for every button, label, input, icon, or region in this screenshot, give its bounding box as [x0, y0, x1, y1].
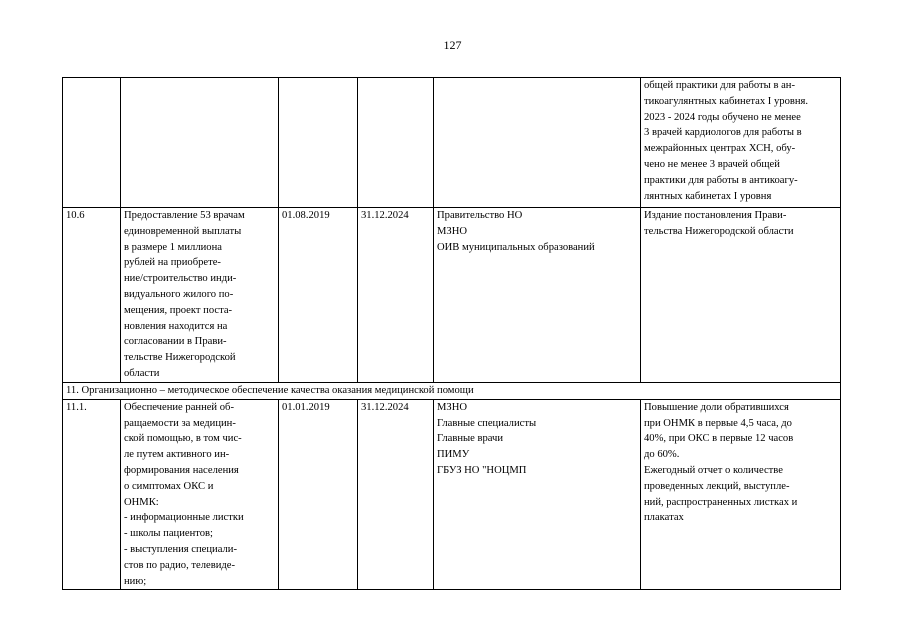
cell-num: 11.1.	[63, 399, 121, 590]
result-line: 40%, при ОКС в первые 12 часов	[644, 433, 794, 445]
description-line: мещения, проект поста-	[124, 304, 233, 316]
description-line: видуального жилого по-	[124, 288, 234, 300]
description-line: - информационные листки	[124, 512, 244, 524]
cell-start	[279, 78, 358, 208]
cell-responsible	[434, 78, 641, 208]
cell-description	[121, 208, 279, 383]
description-line: в размере 1 миллиона	[124, 241, 222, 253]
cell-responsible	[434, 399, 641, 590]
description-line: тельстве Нижегородской	[124, 352, 236, 364]
cell-start: 01.08.2019	[279, 208, 358, 383]
section-title: 11. Организационно – методическое обеспечение качества оказания медицинской помощи	[63, 382, 841, 399]
result-line: 2023 - 2024 годы обучено не менее	[644, 111, 801, 123]
description-line: о симптомах ОКС и	[124, 480, 214, 492]
responsible-line: ОИВ муниципальных образований	[437, 241, 595, 253]
responsible-line: Правительство НО	[437, 210, 523, 221]
description-line: новления находится на	[124, 320, 228, 332]
cell-result	[641, 208, 841, 383]
result-line: лянтных кабинетах I уровня	[644, 190, 772, 202]
result-line: Ежегодный отчет о количестве	[644, 464, 783, 476]
description-line: нию;	[124, 575, 147, 587]
cell-start: 01.01.2019	[279, 399, 358, 590]
description-line: области	[124, 367, 160, 379]
description-line: рублей на приобрете-	[124, 257, 221, 269]
cell-end: 31.12.2024	[358, 399, 434, 590]
description-line: Предоставление 53 врачам	[124, 210, 245, 221]
description-line: - школы пациентов;	[124, 528, 213, 540]
cell-description	[121, 78, 279, 208]
cell-result	[641, 399, 841, 590]
table-row-continuation	[63, 78, 841, 208]
cell-responsible	[434, 208, 641, 383]
description-line: ращаемости за медицин-	[124, 417, 236, 429]
description-line: ние/строительство инди-	[124, 273, 237, 285]
description-line: ле путем активного ин-	[124, 449, 230, 461]
responsible-line: ГБУЗ НО "НОЦМП	[437, 464, 527, 476]
result-line: тикоагулянтных кабинетах I уровня.	[644, 95, 809, 107]
result-line: практики для работы в антикоагу-	[644, 174, 798, 186]
description-line: ОНМК:	[124, 496, 159, 508]
result-line: плакатах	[644, 512, 684, 524]
responsible-line: ПИМУ	[437, 449, 470, 461]
cell-end	[358, 78, 434, 208]
result-line: проведенных лекций, выступле-	[644, 480, 790, 492]
description-line: согласовании в Прави-	[124, 336, 227, 348]
result-line: чено не менее 3 врачей общей	[644, 158, 780, 170]
cell-end: 31.12.2024	[358, 208, 434, 383]
description-line: - выступления специали-	[124, 543, 237, 555]
result-line: ний, распространенных листках и	[644, 496, 798, 508]
responsible-line: МЗНО	[437, 225, 468, 237]
cell-num: 10.6	[63, 208, 121, 383]
action-plan-table	[62, 77, 841, 590]
table-row-section	[63, 382, 841, 399]
result-line: Издание постановления Прави-	[644, 210, 787, 221]
description-line: ской помощью, в том чис-	[124, 433, 242, 445]
result-line: до 60%.	[644, 449, 680, 461]
cell-description	[121, 399, 279, 590]
description-line: единовременной выплаты	[124, 225, 242, 237]
table-row-10-6	[63, 208, 841, 383]
responsible-line: Главные врачи	[437, 433, 504, 445]
result-line: 3 врачей кардиологов для работы в	[644, 127, 802, 139]
cell-result	[641, 78, 841, 208]
cell-num	[63, 78, 121, 208]
description-line: Обеспечение ранней об-	[124, 401, 234, 413]
table-row-11-1	[63, 399, 841, 590]
description-line: стов по радио, телевиде-	[124, 559, 236, 571]
result-line: при ОНМК в первые 4,5 часа, до	[644, 417, 792, 429]
page-number: 127	[443, 38, 462, 52]
result-line: межрайонных центрах ХСН, обу-	[644, 143, 796, 155]
responsible-line: Главные специалисты	[437, 417, 537, 429]
result-line: тельства Нижегородской области	[644, 225, 794, 237]
result-line: общей практики для работы в ан-	[644, 80, 795, 91]
result-line: Повышение доли обратившихся	[644, 401, 789, 413]
responsible-line: МЗНО	[437, 401, 468, 413]
description-line: формирования населения	[124, 464, 239, 476]
